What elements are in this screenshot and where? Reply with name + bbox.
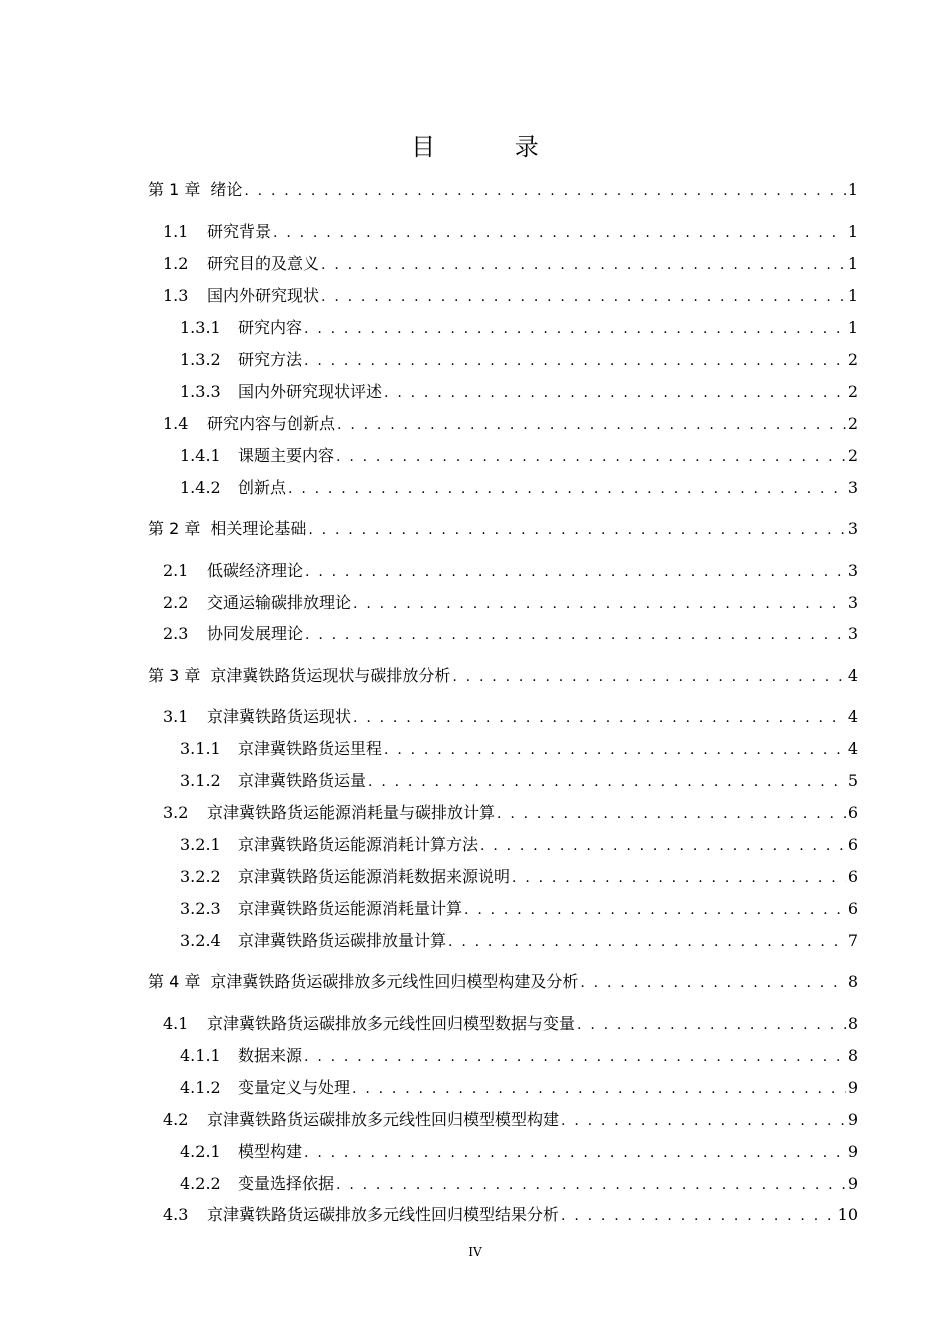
toc-section-entry[interactable] [163, 559, 858, 583]
toc-entry-title: 京津冀铁路货运现状 [207, 707, 352, 726]
toc-entry-page: 2 [847, 382, 858, 401]
toc-section-entry[interactable] [163, 801, 858, 825]
toc-entry-number: 2.2 [163, 593, 189, 612]
toc-entry-page: 3 [847, 561, 858, 580]
toc-entry-number: 1.3 [163, 286, 189, 305]
toc-subsection-entry[interactable] [180, 316, 858, 340]
toc-entry-title: 京津冀铁路货运能源消耗数据来源说明 [238, 867, 511, 886]
toc-entry-page: 1 [847, 318, 858, 337]
toc-entry-title: 国内外研究现状 [207, 286, 320, 305]
toc-dot-leader [305, 623, 846, 647]
toc-dot-leader [452, 665, 845, 689]
toc-entry-number: 4.1 [163, 1014, 189, 1033]
toc-chapter-entry[interactable] [148, 664, 858, 688]
toc-entry-number: 第 2 章 [148, 519, 201, 538]
toc-dot-leader [336, 1173, 846, 1197]
toc-subsection-entry[interactable] [180, 929, 858, 953]
toc-chapter-entry[interactable] [148, 178, 858, 202]
toc-entry-title: 京津冀铁路货运能源消耗量与碳排放计算 [207, 803, 496, 822]
toc-entry-title: 京津冀铁路货运碳排放多元线性回归模型构建及分析 [210, 972, 579, 991]
toc-dot-leader [384, 738, 846, 762]
toc-entry-page: 2 [847, 446, 858, 465]
toc-dot-leader [577, 1013, 846, 1037]
toc-dot-leader [337, 413, 846, 437]
toc-dot-leader [512, 866, 846, 890]
toc-entry-page: 8 [847, 1046, 858, 1065]
toc-dot-leader [353, 592, 846, 616]
toc-entry-title: 京津冀铁路货运量 [238, 771, 367, 790]
toc-dot-leader [352, 1077, 846, 1101]
toc-entry-title: 模型构建 [238, 1142, 303, 1161]
toc-entry-number: 3.2 [163, 803, 189, 822]
toc-subsection-entry[interactable] [180, 476, 858, 500]
toc-section-entry[interactable] [163, 284, 858, 308]
toc-dot-leader [305, 560, 846, 584]
toc-entry-page: 8 [847, 1014, 858, 1033]
toc-entry-number: 4.1.2 [180, 1078, 221, 1097]
toc-entry-number: 4.2.1 [180, 1142, 221, 1161]
toc-entry-page: 4 [847, 666, 858, 685]
toc-entry-title: 京津冀铁路货运能源消耗计算方法 [238, 835, 479, 854]
toc-entry-page: 5 [847, 771, 858, 790]
toc-entry-number: 第 3 章 [148, 666, 201, 685]
toc-subsection-entry[interactable] [180, 737, 858, 761]
toc-section-entry[interactable] [163, 705, 858, 729]
toc-entry-page: 1 [847, 254, 858, 273]
toc-entry-number: 3.2.2 [180, 867, 221, 886]
toc-entry-page: 1 [847, 222, 858, 241]
toc-entry-title: 协同发展理论 [207, 624, 304, 643]
toc-dot-leader [580, 971, 845, 995]
toc-entry-number: 1.3.1 [180, 318, 221, 337]
toc-entry-title: 研究背景 [207, 222, 272, 241]
toc-dot-leader [273, 221, 846, 245]
toc-entry-number: 1.4.1 [180, 446, 221, 465]
toc-entry-number: 3.2.4 [180, 931, 221, 950]
toc-subsection-entry[interactable] [180, 1140, 858, 1164]
toc-dot-leader [336, 445, 846, 469]
toc-entry-page: 8 [847, 972, 858, 991]
toc-entry-page: 2 [847, 350, 858, 369]
toc-entry-title: 研究内容与创新点 [207, 414, 336, 433]
toc-entry-page: 6 [847, 835, 858, 854]
toc-entry-title: 国内外研究现状评述 [238, 382, 383, 401]
toc-dot-leader [384, 381, 846, 405]
toc-entry-number: 4.3 [163, 1205, 189, 1224]
toc-entry-number: 第 4 章 [148, 972, 201, 991]
toc-subsection-entry[interactable] [180, 1076, 858, 1100]
toc-entry-number: 3.1.1 [180, 739, 221, 758]
toc-entry-number: 1.4.2 [180, 478, 221, 497]
toc-entry-title: 创新点 [238, 478, 287, 497]
toc-subsection-entry[interactable] [180, 769, 858, 793]
toc-entry-number: 2.1 [163, 561, 189, 580]
toc-entry-page: 9 [847, 1174, 858, 1193]
toc-entry-page: 6 [847, 867, 858, 886]
page-title: 目 录 [411, 133, 575, 161]
toc-entry-number: 3.1.2 [180, 771, 221, 790]
toc-dot-leader [304, 1141, 846, 1165]
toc-dot-leader [448, 930, 846, 954]
toc-subsection-entry[interactable] [180, 1172, 858, 1196]
toc-entry-title: 变量选择依据 [238, 1174, 335, 1193]
toc-entry-title: 低碳经济理论 [207, 561, 304, 580]
toc-subsection-entry[interactable] [180, 865, 858, 889]
toc-section-entry[interactable] [163, 1203, 858, 1227]
page-number-footer: IV [468, 1245, 482, 1259]
toc-chapter-entry[interactable] [148, 970, 858, 994]
toc-dot-leader [497, 802, 846, 826]
toc-entry-number: 1.4 [163, 414, 189, 433]
toc-subsection-entry[interactable] [180, 833, 858, 857]
toc-entry-number: 3.2.3 [180, 899, 221, 918]
toc-dot-leader [321, 285, 846, 309]
toc-entry-page: 6 [847, 803, 858, 822]
toc-entry-number: 4.2 [163, 1110, 189, 1129]
toc-entry-title: 研究目的及意义 [207, 254, 320, 273]
toc-entry-title: 京津冀铁路货运碳排放多元线性回归模型结果分析 [207, 1205, 560, 1224]
toc-subsection-entry[interactable] [180, 348, 858, 372]
toc-entry-number: 4.2.2 [180, 1174, 221, 1193]
toc-entry-page: 9 [847, 1078, 858, 1097]
toc-entry-page: 2 [847, 414, 858, 433]
toc-dot-leader [288, 477, 846, 501]
toc-entry-number: 1.3.3 [180, 382, 221, 401]
toc-entry-page: 3 [847, 519, 858, 538]
toc-dot-leader [304, 1045, 846, 1069]
toc-dot-leader [368, 770, 846, 794]
toc-entry-page: 3 [847, 478, 858, 497]
toc-entry-title: 京津冀铁路货运能源消耗量计算 [238, 899, 463, 918]
toc-entry-number: 1.2 [163, 254, 189, 273]
toc-section-entry[interactable] [163, 412, 858, 436]
toc-entry-title: 京津冀铁路货运现状与碳排放分析 [210, 666, 451, 685]
toc-dot-leader [561, 1109, 846, 1133]
toc-dot-leader [464, 898, 846, 922]
toc-dot-leader [353, 706, 846, 730]
toc-entry-title: 相关理论基础 [210, 519, 307, 538]
toc-entry-page: 6 [847, 899, 858, 918]
toc-dot-leader [304, 317, 846, 341]
toc-entry-number: 2.3 [163, 624, 189, 643]
toc-dot-leader [561, 1204, 836, 1228]
toc-entry-number: 3.1 [163, 707, 189, 726]
toc-entry-page: 4 [847, 739, 858, 758]
toc-entry-title: 变量定义与处理 [238, 1078, 351, 1097]
toc-entry-title: 研究内容 [238, 318, 303, 337]
toc-entry-page: 1 [847, 286, 858, 305]
toc-dot-leader [480, 834, 846, 858]
toc-entry-title: 绪论 [210, 180, 243, 199]
toc-entry-page: 3 [847, 624, 858, 643]
toc-section-entry[interactable] [163, 220, 858, 244]
toc-dot-leader [244, 179, 845, 203]
toc-section-entry[interactable] [163, 591, 858, 615]
toc-entry-number: 1.3.2 [180, 350, 221, 369]
toc-entry-number: 3.2.1 [180, 835, 221, 854]
toc-section-entry[interactable] [163, 1012, 858, 1036]
toc-entry-page: 10 [837, 1205, 858, 1224]
toc-subsection-entry[interactable] [180, 380, 858, 404]
toc-subsection-entry[interactable] [180, 1044, 858, 1068]
toc-entry-number: 第 1 章 [148, 180, 201, 199]
toc-chapter-entry[interactable] [148, 517, 858, 541]
toc-entry-title: 交通运输碳排放理论 [207, 593, 352, 612]
toc-entry-page: 4 [847, 707, 858, 726]
toc-entry-page: 9 [847, 1110, 858, 1129]
toc-entry-page: 7 [847, 931, 858, 950]
toc-subsection-entry[interactable] [180, 897, 858, 921]
toc-entry-title: 京津冀铁路货运碳排放量计算 [238, 931, 447, 950]
toc-entry-page: 1 [847, 180, 858, 199]
toc-entry-title: 课题主要内容 [238, 446, 335, 465]
toc-entry-title: 京津冀铁路货运里程 [238, 739, 383, 758]
toc-entry-page: 3 [847, 593, 858, 612]
toc-dot-leader [308, 518, 845, 542]
toc-entry-title: 研究方法 [238, 350, 303, 369]
toc-section-entry[interactable] [163, 252, 858, 276]
toc-entry-title: 京津冀铁路货运碳排放多元线性回归模型数据与变量 [207, 1014, 576, 1033]
toc-entry-title: 数据来源 [238, 1046, 303, 1065]
toc-dot-leader [304, 349, 846, 373]
toc-entry-number: 1.1 [163, 222, 189, 241]
toc-entry-page: 9 [847, 1142, 858, 1161]
toc-entry-number: 4.1.1 [180, 1046, 221, 1065]
toc-section-entry[interactable] [163, 1108, 858, 1132]
toc-section-entry[interactable] [163, 622, 858, 646]
toc-subsection-entry[interactable] [180, 444, 858, 468]
toc-entry-title: 京津冀铁路货运碳排放多元线性回归模型模型构建 [207, 1110, 560, 1129]
toc-dot-leader [321, 253, 846, 277]
